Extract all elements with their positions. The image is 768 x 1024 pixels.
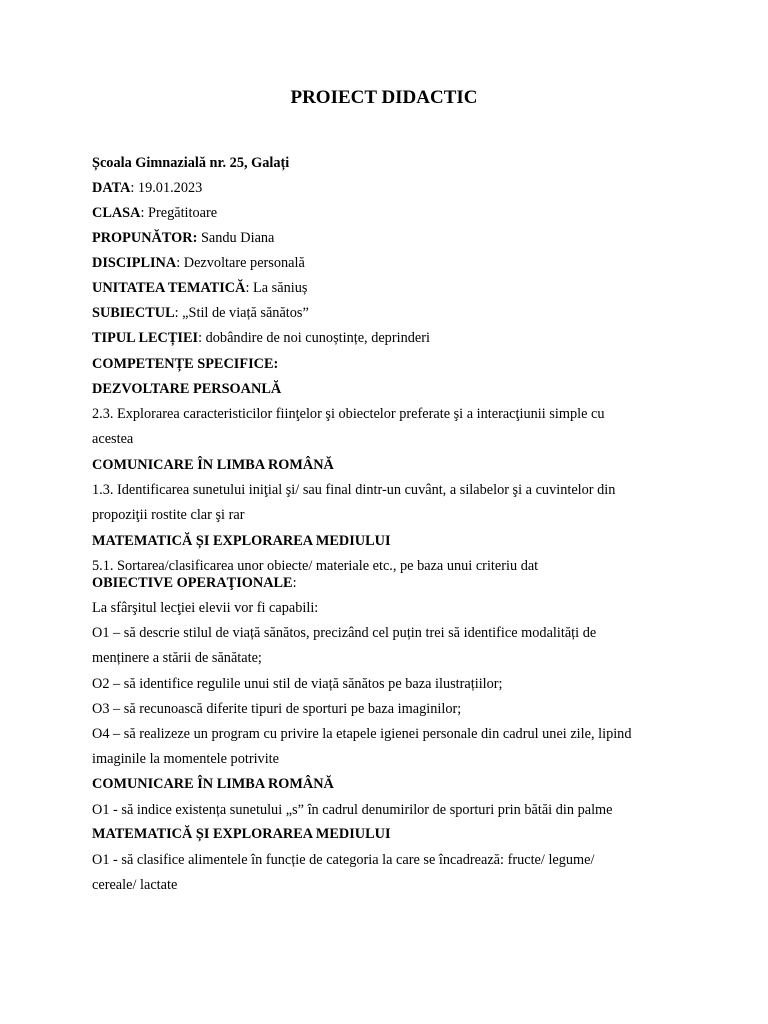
section-heading: DEZVOLTARE PERSOANLĂ xyxy=(92,381,282,397)
objective-text: O2 – să identifice regulile unui stil de viață sănătos pe baza ilustrațiilor; xyxy=(92,676,503,692)
field-subiectul xyxy=(92,304,309,322)
school-name: Școala Gimnazială nr. 25, Galați xyxy=(92,155,290,171)
field-label: SUBIECTUL xyxy=(92,305,175,321)
obiective-colon: : xyxy=(292,575,297,591)
field-value: : dobândire de noi cunoștințe, deprinderi xyxy=(198,330,430,346)
competence-text: 2.3. Explorarea caracteristicilor fiinţelor şi obiectelor preferate şi a interacţiunii simple cu xyxy=(92,406,605,422)
objective-text: O1 - să indice existența sunetului „s” în cadrul denumirilor de sporturi prin bătăi din palme xyxy=(92,802,613,818)
obiective-label: OBIECTIVE OPERAŢIONALE xyxy=(92,575,293,591)
objective-text: O1 – să descrie stilul de viață sănătos, precizând cel puțin trei să identifice modalități de xyxy=(92,625,597,641)
field-clasa xyxy=(92,204,217,222)
competente-heading: COMPETENȚE SPECIFICE: xyxy=(92,356,279,372)
obiective-heading xyxy=(92,574,297,592)
document-title: PROIECT DIDACTIC xyxy=(290,87,478,108)
field-value: : 19.01.2023 xyxy=(130,180,203,196)
field-unitatea xyxy=(92,279,307,297)
objectives-intro: La sfârşitul lecţiei elevii vor fi capabili: xyxy=(92,600,319,616)
field-label: DATA xyxy=(92,180,131,196)
objective-text: O4 – să realizeze un program cu privire la etapele igienei personale din cadrul unei zile, lipind xyxy=(92,726,632,742)
objective-text: O1 - să clasifice alimentele în funcție de categoria la care se încadrează: fructe/ legume/ xyxy=(92,852,595,868)
objective-text: cereale/ lactate xyxy=(92,877,178,893)
field-value: : Dezvoltare personală xyxy=(176,255,305,271)
section-heading: MATEMATICĂ ȘI EXPLORAREA MEDIULUI xyxy=(92,826,391,842)
field-label: DISCIPLINA xyxy=(92,255,177,271)
objective-text: O3 – să recunoască diferite tipuri de sporturi pe baza imaginilor; xyxy=(92,701,462,717)
section-heading: COMUNICARE ÎN LIMBA ROMÂNĂ xyxy=(92,457,334,473)
competence-text: 1.3. Identificarea sunetului iniţial şi/ sau final dintr-un cuvânt, a silabelor şi a cuvintelor din xyxy=(92,482,616,498)
objective-text: imaginile la momentele potrivite xyxy=(92,751,279,767)
field-label: PROPUNĂTOR: xyxy=(92,230,198,246)
competence-text: 5.1. Sortarea/clasificarea unor obiecte/ materiale etc., pe baza unui criteriu dat xyxy=(92,558,539,574)
field-label: UNITATEA TEMATICĂ xyxy=(92,280,246,296)
field-disciplina xyxy=(92,254,305,272)
section-heading: COMUNICARE ÎN LIMBA ROMÂNĂ xyxy=(92,776,334,792)
field-value: : „Stil de viață sănătos” xyxy=(174,305,309,321)
field-value: Sandu Diana xyxy=(197,230,275,246)
competence-text: propoziţii rostite clar şi rar xyxy=(92,507,245,523)
field-tipul xyxy=(92,329,430,347)
field-propunator xyxy=(92,229,274,247)
field-data xyxy=(92,179,202,197)
field-value: : La săniuș xyxy=(245,280,308,296)
field-value: : Pregătitoare xyxy=(140,205,218,221)
field-label: CLASA xyxy=(92,205,141,221)
field-label: TIPUL LECȚIEI xyxy=(92,330,199,346)
competence-text: acestea xyxy=(92,431,134,447)
objective-text: menținere a stării de sănătate; xyxy=(92,650,262,666)
section-heading: MATEMATICĂ ȘI EXPLORAREA MEDIULUI xyxy=(92,533,391,549)
